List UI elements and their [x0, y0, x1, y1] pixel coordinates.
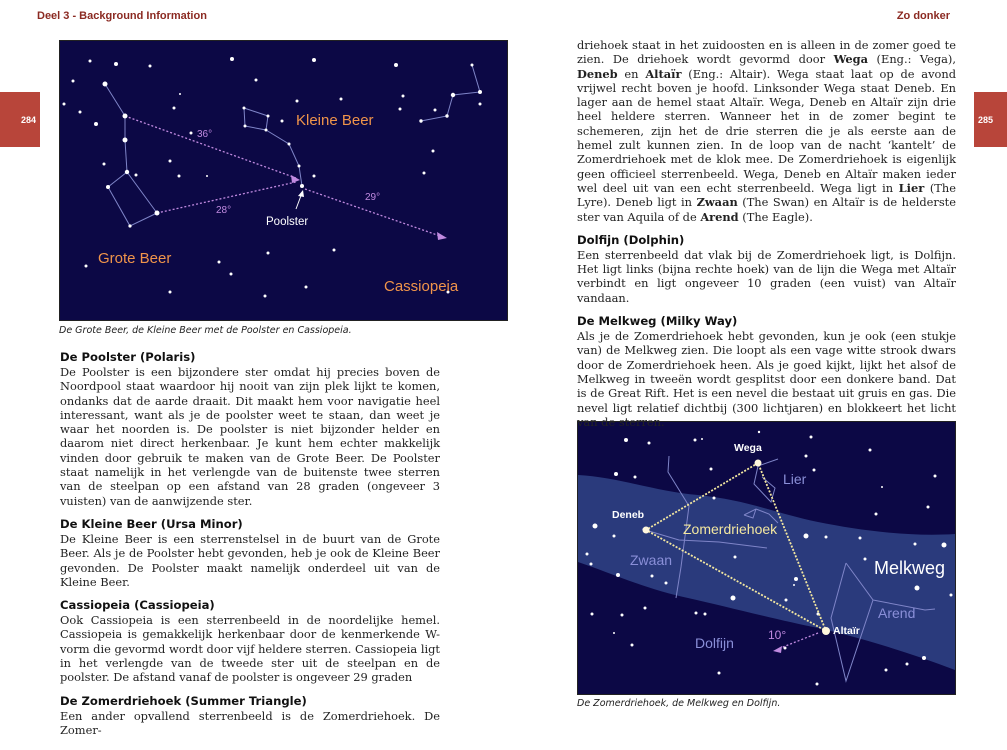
section-melkweg	[577, 314, 956, 429]
star	[340, 98, 343, 101]
section-heading: De Kleine Beer (Ursa Minor)	[60, 516, 243, 531]
star	[255, 79, 258, 82]
text-run: (The Lyre). Deneb ligt in	[577, 180, 956, 210]
term-zwaan: Zwaan	[696, 195, 738, 210]
label-angle-28: 28°	[216, 205, 232, 216]
label-altair: Altaïr	[833, 625, 860, 637]
star	[72, 80, 75, 83]
star	[312, 58, 316, 62]
label-kleine-beer: Kleine Beer	[296, 112, 374, 129]
section-heading: De Melkweg (Milky Way)	[577, 314, 738, 329]
label-angle-29: 29°	[365, 192, 381, 203]
term-deneb: Deneb	[577, 66, 618, 81]
section-body: Ook Cassiopeia is een sterrenbeeld in de noordelijke hemel. Cassiopeia is gemakkelijk herkenbaar door de kenmerkende W-vorm die gevormd wordt door vijf heldere sterren. Cassiopeia ligt in het verlengde van de tweede ster uit de steelpan en de poolster. De afstand vanaf de poolster is ongeveer 29 graden	[60, 613, 440, 685]
star	[665, 582, 668, 585]
star	[816, 683, 819, 686]
poolster-pointer-head	[298, 190, 304, 197]
running-head-chapter: Deel 3 - Background Information	[37, 10, 207, 22]
star	[591, 613, 594, 616]
star	[695, 612, 698, 615]
text-run: driehoek staat in het zuidoosten en is alleen in de zomer goed te zien. De driehoek wordt gevormd door	[577, 38, 956, 67]
figure-northern-constellations	[59, 40, 508, 321]
star	[950, 594, 953, 597]
section-dolfijn	[577, 233, 956, 305]
section-heading: De Zomerdriehoek (Summer Triangle)	[60, 693, 307, 708]
page-number-right-label: 285	[978, 114, 994, 125]
label-melkweg: Melkweg	[874, 558, 946, 578]
star	[89, 60, 92, 63]
star	[63, 103, 66, 106]
label-zomerdriehoek: Zomerdriehoek	[683, 521, 778, 537]
term-arend: Arend	[700, 209, 739, 224]
section-zomerdriehoek	[60, 694, 440, 738]
star	[479, 103, 482, 106]
figure-caption-2: De Zomerdriehoek, de Melkweg en Dolfijn.	[577, 698, 781, 709]
star	[230, 57, 234, 61]
section-body: Als je de Zomerdriehoek hebt gevonden, kun je ook (een stukje van) de Melkweg zien. Die loopt als een vage witte strook dwars door de Zomerdriehoek heen. Als je goed kijkt, lijkt het alsof de Melkweg in tweeën wordt gesplitst door een donkere band. Dat is de Great Rift. Het is een nevel die bestaat uit gruis en gas. Die nevel ligt relatief dichtbij (300 lichtjaren) en blokkeert het licht van de sterren.	[577, 329, 956, 429]
label-angle-10: 10°	[768, 628, 787, 642]
star	[731, 596, 736, 601]
star	[296, 100, 299, 103]
star	[114, 62, 118, 66]
star	[85, 265, 88, 268]
star	[734, 556, 737, 559]
section-poolster	[60, 350, 440, 508]
star	[914, 543, 917, 546]
label-cassiopeia: Cassiopeia	[384, 278, 459, 295]
star	[644, 607, 647, 610]
text-run: (The Swan) en Altaïr is de helderste ster van Aquila of de	[577, 195, 956, 224]
star	[434, 109, 437, 112]
star	[864, 558, 867, 561]
term-lier: Lier	[898, 180, 925, 195]
star	[179, 93, 181, 95]
star	[885, 669, 888, 672]
star	[616, 573, 620, 577]
star	[190, 132, 193, 135]
star	[305, 286, 308, 289]
label-zwaan: Zwaan	[630, 552, 673, 568]
figure-caption-1: De Grote Beer, de Kleine Beer met de Poolster en Cassiopeia.	[59, 325, 352, 336]
star	[267, 252, 270, 255]
star	[135, 174, 138, 177]
star	[281, 120, 284, 123]
running-head-section: Zo donker	[896, 10, 950, 22]
section-kleine-beer	[60, 517, 440, 589]
text-run: (The Eagle).	[738, 209, 813, 224]
star	[206, 175, 208, 177]
left-column	[60, 350, 440, 746]
star	[906, 663, 909, 666]
page-number-left	[0, 92, 40, 147]
star	[402, 95, 405, 98]
label-lier: Lier	[783, 471, 807, 487]
page-number-right	[974, 92, 1007, 147]
star	[394, 63, 398, 67]
text-run: (Eng.: Altair). Wega staat laat op de avond vrijwel recht boven je hoofd. Linksonder Wega staat Deneb. En lager aan de hemel staat Altaïr. Wega, Deneb en Altaïr zijn drie heel heldere sterren. Wanneer het in de zomer begint te schemeren, zijn het de drie sterren die je als eerste aan de hemel zult kunnen zien. In de loop van de nacht ‘kantelt’ de Zomerdriehoek met de klok mee. De Zomerdriehoek is eigenlijk geen officieel sterrenbeeld. Wega, Deneb en Altaïr maken ieder wel deel uit van een echt sterrenbeeld. Wega ligt in	[577, 66, 956, 195]
label-deneb: Deneb	[612, 509, 645, 521]
right-column	[577, 38, 956, 438]
zomerdriehoek-continuation	[577, 38, 956, 224]
star	[927, 506, 930, 509]
star	[813, 469, 816, 472]
label-dolfijn: Dolfijn	[695, 635, 734, 651]
term-wega: Wega	[833, 52, 869, 67]
star	[94, 122, 98, 126]
figure-summer-triangle	[577, 421, 956, 695]
star	[915, 586, 920, 591]
star	[169, 160, 172, 163]
term-altair: Altaïr	[645, 66, 682, 81]
star	[149, 65, 152, 68]
star	[805, 455, 808, 458]
star	[804, 534, 809, 539]
star	[621, 614, 624, 617]
star	[590, 563, 593, 566]
constellation-stars	[103, 64, 483, 228]
section-heading: Cassiopeia (Cassiopeia)	[60, 598, 215, 613]
star	[613, 632, 615, 634]
label-poolster: Poolster	[266, 216, 309, 228]
star	[713, 497, 716, 500]
star	[694, 439, 697, 442]
section-heading: Dolfijn (Dolphin)	[577, 232, 685, 247]
page-number-left-label: 284	[20, 114, 36, 125]
kleine-beer-lines	[244, 108, 302, 186]
label-wega: Wega	[734, 442, 762, 454]
star	[79, 111, 82, 114]
star	[881, 486, 883, 488]
section-heading: De Poolster (Polaris)	[60, 350, 196, 364]
star	[218, 261, 221, 264]
label-grote-beer: Grote Beer	[98, 250, 172, 267]
star	[264, 295, 267, 298]
text-run: en	[617, 66, 646, 81]
star	[825, 536, 828, 539]
star	[178, 175, 181, 178]
section-body: De Poolster is een bijzondere ster omdat hij precies boven de Noordpool staat waardoor hij nooit van zijn plek lijkt te komen, ondanks dat de aarde draait. Dit maakt hem voor navigatie heel interessant, want als je de poolster weet te staan, dan weet je waar het noorden is. De poolster is niet bijzonder helder en daarom niet direct herkenbaar. Je kunt hem echter makkelijk vinden door gebruik te maken van de Grote Beer. De Poolster staat namelijk in het verlengde van de buitenste twee sterren van de steelpan op een afstand van 28 graden (ongeveer 3 vuisten) van de aanwijzende ster.	[60, 365, 440, 508]
star-map-summer	[578, 422, 955, 694]
star	[624, 438, 628, 442]
star	[718, 672, 721, 675]
star	[648, 442, 651, 445]
star	[614, 472, 618, 476]
star	[631, 644, 634, 647]
star	[869, 449, 872, 452]
star	[333, 249, 336, 252]
star	[173, 107, 176, 110]
text-run: (Eng.: Vega),	[868, 52, 956, 67]
section-body: De Kleine Beer is een sterrenstelsel in de buurt van de Grote Beer. Als je de Poolster hebt gevonden, heb je ook de Kleine Beer gevonden. De Poolster maakt namelijk onderdeel uit van de Kleine Beer.	[60, 531, 440, 589]
section-cassiopeia	[60, 598, 440, 684]
label-angle-36: 36°	[197, 129, 213, 140]
star-map-north	[60, 41, 507, 320]
star	[794, 577, 798, 581]
star	[586, 553, 589, 556]
star	[793, 584, 795, 586]
star	[103, 163, 106, 166]
section-body: Een sterrenbeeld dat vlak bij de Zomerdriehoek ligt, is Dolfijn. Het ligt links (bijna rechte hoek) van de lijn die Wega met Altaïr verbindt en ligt ongeveer 10 graden (een vuist) van Altaïr vandaan.	[577, 247, 956, 305]
star	[613, 535, 616, 538]
star	[313, 175, 316, 178]
dolfijn-pointer-head	[773, 646, 782, 653]
star	[230, 273, 233, 276]
star	[922, 656, 926, 660]
star	[701, 438, 703, 440]
cassiopeia-lines	[421, 65, 480, 121]
star	[651, 575, 654, 578]
star	[593, 524, 598, 529]
star	[432, 150, 435, 153]
star	[875, 513, 878, 516]
star	[859, 537, 862, 540]
star	[423, 172, 426, 175]
label-arend: Arend	[878, 605, 916, 621]
star	[934, 475, 937, 478]
star	[710, 468, 713, 471]
star	[634, 476, 637, 479]
star	[942, 543, 947, 548]
star	[399, 108, 402, 111]
grote-beer-lines	[105, 84, 157, 226]
section-body: Een ander opvallend sterrenbeeld is de Zomerdriehoek. De Zomer-	[60, 708, 440, 737]
star	[704, 613, 707, 616]
star	[785, 599, 788, 602]
star	[169, 291, 172, 294]
